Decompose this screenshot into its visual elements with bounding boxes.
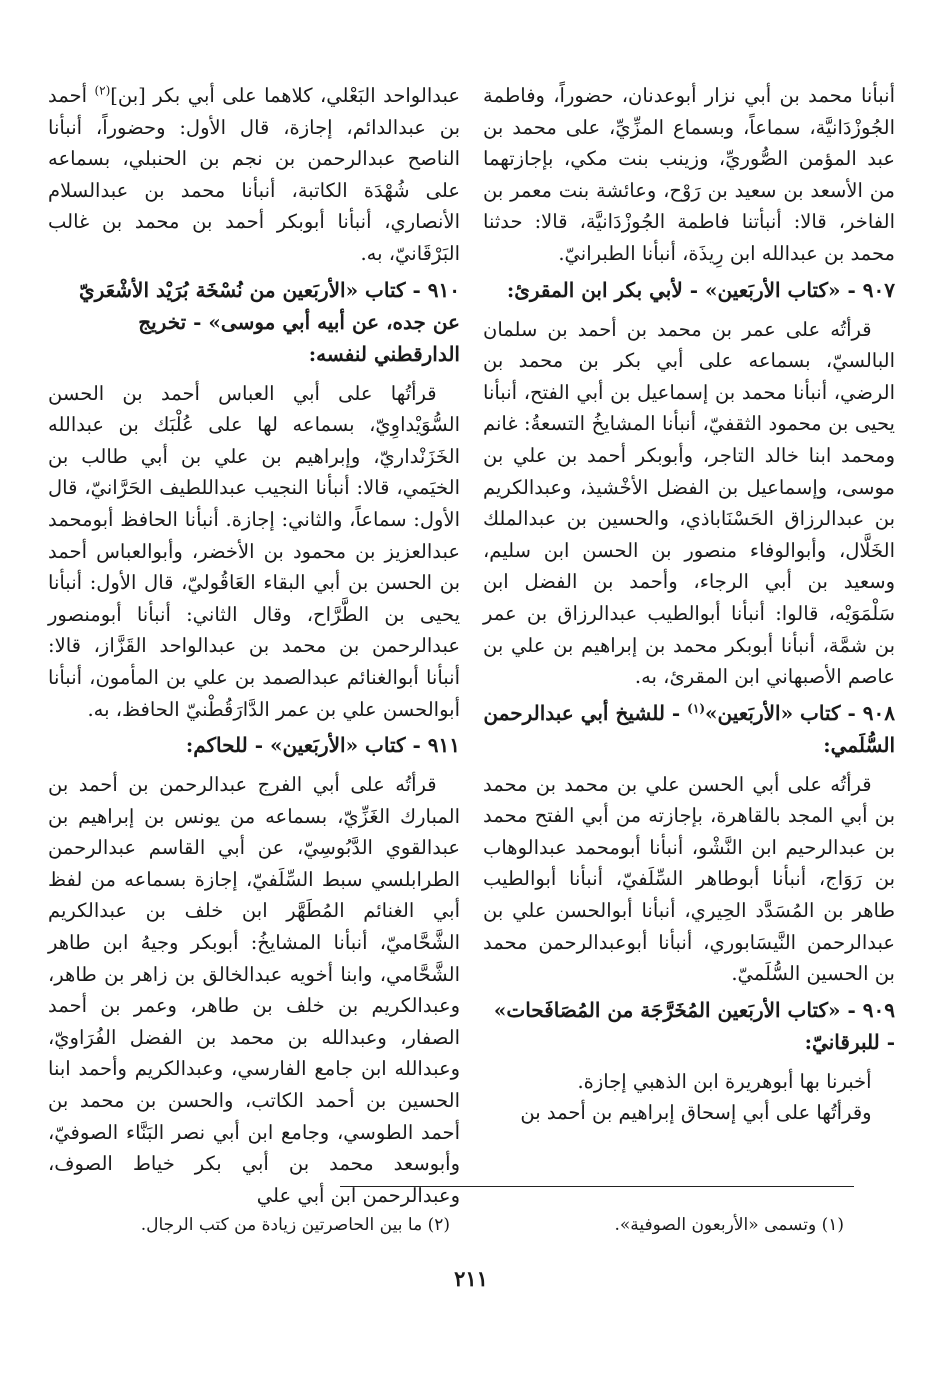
paragraph-907: قرأتُه على عمر بن محمد بن أحمد بن سلمان البالسيّ، بسماعه على أبي بكر بن محمد بن الرضي، أنبأنا محمد بن إسماعيل بن أبي الفتح، أنبأنا يحيى بن محمود الثقفيّ، أنبأنا المشايخُ التسعةُ: غانم ومحمد ابنا خالد التاجر، وأبوبكر أحمد بن علي بن موسى، وإسماعيل بن الفضل الأخْشيذ، وعبدالكريم بن عبدالرزاق الحَسْنَاباذي، والحسين بن عبدالملك الخَلَّال، وأبوالوفاء منصور بن الحسن ابن سليم، وسعيد بن أبي الرجاء، وأحمد بن الفضل ابن سَلْمَوَيْه، قالوا: أنبأنا أبوالطيب عبدالرزاق بن عمر بن شمَّة، أنبأنا أبوبكر محمد بن إبراهيم بن علي بن عاصم الأصبهاني ابن المقرئ، به.	[483, 317, 895, 689]
heading-908	[483, 697, 895, 761]
footnote-2: (٢) ما بين الحاصرتين زيادة من كتب الرجال.	[140, 1215, 450, 1235]
paragraph-909b: وقرأتُها على أبي إسحاق إبراهيم بن أحمد بن	[520, 1101, 872, 1125]
page-number: ٢١١	[454, 1266, 488, 1291]
paragraph-top-left-b: أحمد بن عبدالدائم، إجازة، قال الأول: وحضوراً، أنبأنا الناصح عبدالرحمن بن نجم بن الحنبلي، بسماعه على شُهْدَة الكاتبة، أنبأنا محمد بن عبدالسلام الأنصاري، أنبأنا أبوبكر أحمد بن محمد بن غالب البَرْقَانيّ، به.	[48, 84, 460, 265]
paragraph-top-right: أنبأنا محمد بن أبي نزار أبوعدنان، حضوراً، وفاطمة الجُوزْدَانيَّة، سماعاً، وبسماع المزِّيِّ، على محمد بن عبد المؤمن الصُّوريِّ، وزينب بنت مكي، بإجازتهما من الأسعد بن سعيد بن رَوْح، وعائشة بنت معمر بن الفاخر، قالا: أنبأتنا فاطمة الجُوزْدَانيَّة، قالا: حدثنا محمد بن عبدالله ابن رِيذَة، أنبأنا الطبرانيّ.	[483, 84, 895, 265]
heading-911: ٩١١ - كتاب «الأربَعين» - للحاكم:	[185, 733, 460, 758]
footnote-divider	[340, 1186, 854, 1187]
paragraph-911: قرأتُه على أبي الفرج عبدالرحمن بن أحمد بن المبارك الغَزِّيّ، بسماعه من يونس بن إبراهيم بن عبدالقوي الدَّبُوسِيّ، عن أبي القاسم عبدالرحمن الطرابلسي سبط السِّلَفيّ، إجازة بسماعه من لفظ أبي الغنائم المُطَهَّر ابن خلف بن عبدالكريم الشَّحَّاميّ، أنبأنا المشايخُ: أبوبكر وجيهُ ابن طاهر الشَّحَّامي، وابنا أخويه عبدالخالق بن زاهر بن طاهر، وعبدالكريم بن خلف بن طاهر، وعمر بن أحمد الصفار، وعبدالله بن محمد بن الفضل الفُرَاويّ، وعبدالله ابن جامع الفارسي، وعبدالكريم وأحمد ابنا الحسين بن أحمد الكاتب، والحسن بن محمد بن أحمد الطوسي، وجامع ابن أبي نصر البَنَّاء الصوفيّ، وأبوسعد محمد بن أبي بكر خياط الصوف، وعبدالرحمن ابن أبي علي	[48, 773, 460, 1207]
footnote-1: (١) وتسمى «الأربعون الصوفية».	[614, 1215, 844, 1235]
left-column	[48, 80, 460, 1211]
paragraph-top-left	[48, 80, 460, 270]
heading-908-rest: - للشيخ أبي عبدالرحمن السُّلَمي:	[483, 700, 895, 757]
paragraph-909a: أخبرنا بها أبوهريرة ابن الذهبي إجازة.	[577, 1069, 872, 1093]
right-column	[483, 80, 895, 1129]
heading-910: ٩١٠ - كتاب «الأربَعين من نُسْخَة بُرَيْد الأشْعَريّ عن جده، عن أبيه أبي موسى» - تخريج الدارقطني لنفسه:	[78, 277, 460, 366]
paragraph-908: قرأتُه على أبي الحسن علي بن محمد بن محمد بن أبي المجد بالقاهرة، بإجازته من أبي الفتح محمد بن عبدالرحيم ابن النَّشْو، أنبأنا أبومحمد عبدالوهاب بن رَوَاج، أنبأنا أبوطاهر السِّلَفيّ، أنبأنا أبوالطيب طاهر بن المُسَدَّد الحِيري، أنبأنا أبوالحسن علي بن عبدالرحمن النَّيسَابوري، أنبأنا أبوعبدالرحمن محمد بن الحسين السُّلَميّ.	[483, 772, 895, 986]
heading-908-main: ٩٠٨ - كتاب «الأربَعين»	[705, 700, 895, 725]
paragraph-top-left-a: عبدالواحد البَعْلي، كلاهما على أبي بكر [بن]	[110, 84, 460, 107]
heading-907: ٩٠٧ - «كتاب الأربَعين» - لأبي بكر ابن المقرئ:	[506, 277, 895, 302]
paragraph-910: قرأتُها على أبي العباس أحمد بن الحسن السُّوَيْداوِيّ، بسماعه لها على عُلْبَك بن عبدالله الخَزَنْداريّ، وإبراهيم بن علي بن أبي طالب بن الخيَمي، قالا: أنبأنا النجيب عبداللطيف الحَرَّانيّ، قال الأول: سماعاً، والثاني: إجازة. أنبأنا الحافظ أبومحمد عبدالعزيز بن محمود بن الأخضر، وأبوالعباس أحمد بن الحسن بن أبي البقاء العَاقُوليّ، قال الأول: أنبأنا يحيى بن الطَّرَّاح، وقال الثاني: أنبأنا أبومنصور عبدالرحمن بن محمد بن عبدالواحد القَزَّاز، قالا: أنبأنا أبوالغنائم عبدالصمد بن علي بن المأمون، أنبأنا أبوالحسن علي بن عمر الدَّارَقُطْنيّ الحافظ، به.	[48, 381, 460, 721]
footnote-ref-1: (١)	[687, 701, 705, 716]
heading-909: ٩٠٩ - «كتاب الأربَعين المُخَرَّجَة من المُصَافَحات» - للبرقانيّ:	[493, 997, 895, 1054]
footnote-ref-2: (٢)	[94, 83, 111, 98]
